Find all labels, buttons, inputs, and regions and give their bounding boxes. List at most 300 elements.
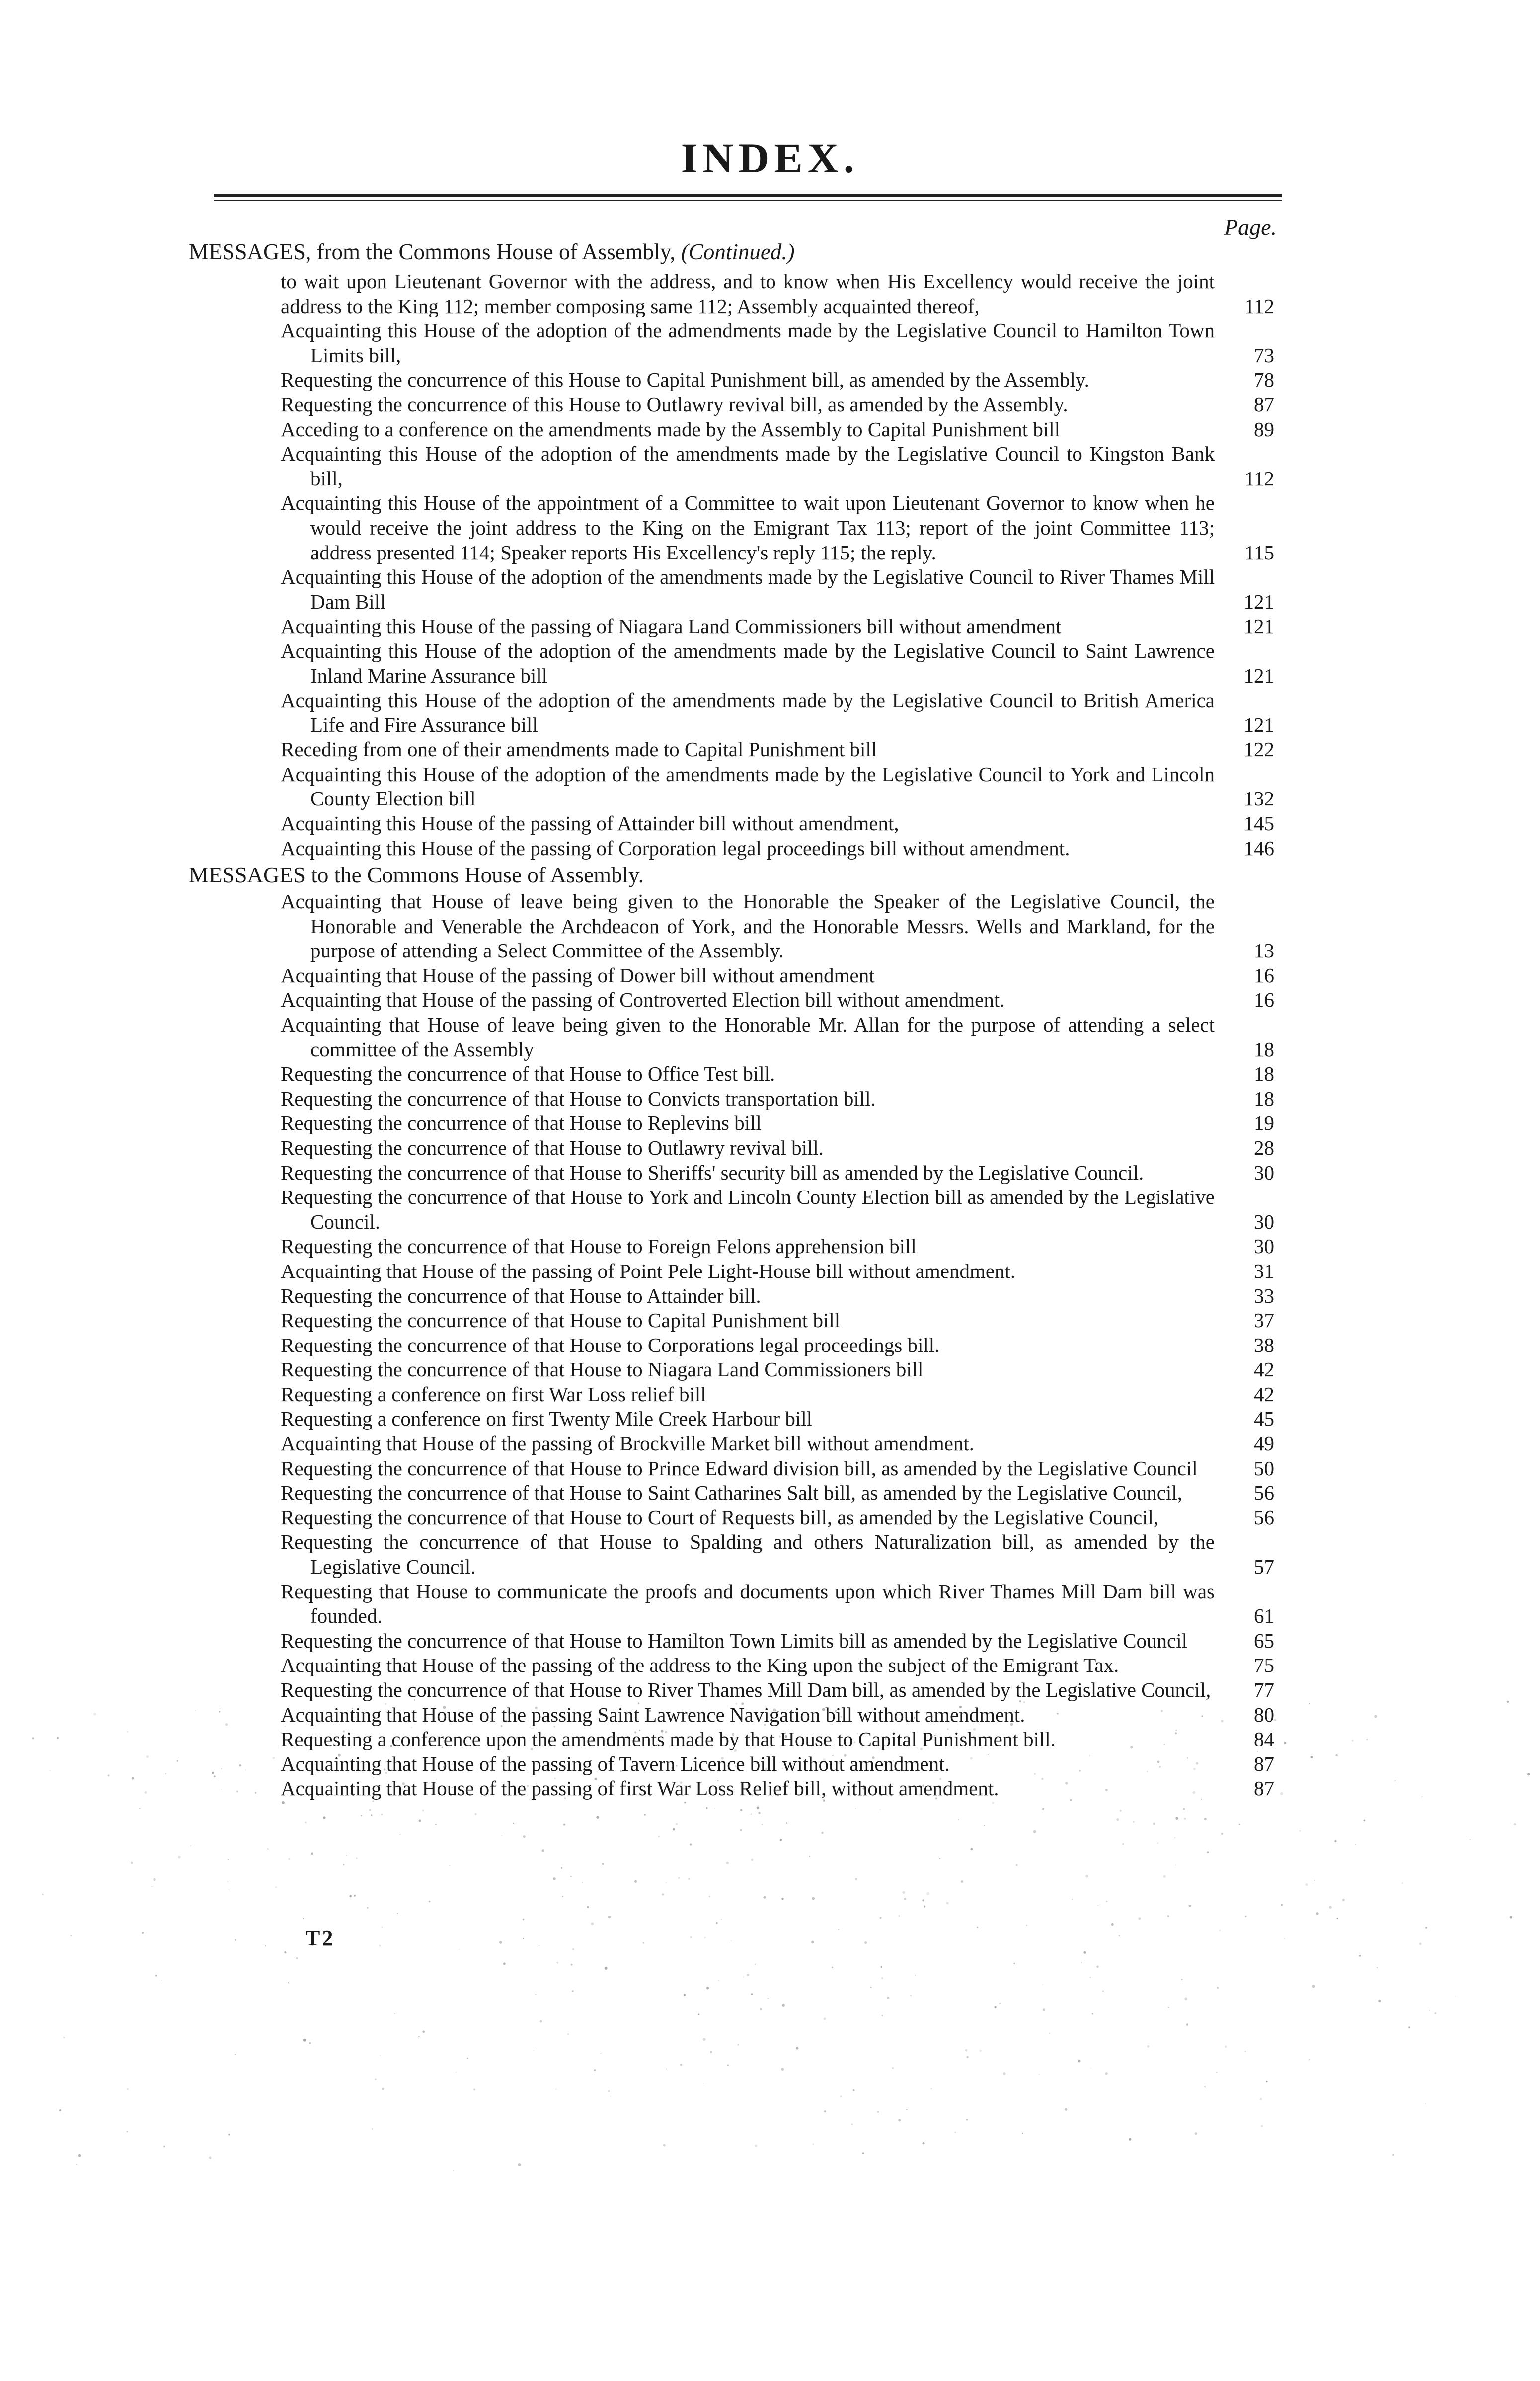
- index-entry-page: 28: [1254, 1136, 1274, 1159]
- speckle-dot: [1204, 1818, 1207, 1820]
- speckle-dot: [666, 1882, 667, 1883]
- index-entry-text: Acquainting that House of the passing of Brockville Market bill without amendment.: [281, 1432, 975, 1455]
- speckle-dot: [899, 1915, 900, 1917]
- speckle-dot: [227, 1881, 228, 1882]
- speckle-dot: [513, 1823, 514, 1824]
- speckle-dot: [706, 1807, 707, 1809]
- speckle-dot: [703, 2038, 706, 2041]
- index-entry-text: Acquainting this House of the appointment of a Committee to wait upon Lieutenant Governor to know when he would receive the joint address to the King on the Emigrant Tax 113; report of the joint Committee 113; address presented 114; Speaker reports His Excellency's reply 115; the reply.: [281, 491, 1215, 564]
- speckle-dot: [1116, 1818, 1119, 1821]
- speckle-dot: [1195, 2132, 1197, 2135]
- speckle-dot: [1105, 2072, 1108, 2075]
- speckle-dot: [372, 2128, 373, 2130]
- speckle-dot: [1429, 2010, 1430, 2011]
- index-entry-text: Requesting a conference on first Twenty Mile Creek Harbour bill: [281, 1407, 813, 1430]
- section-heading-to-commons: MESSAGES to the Commons House of Assembly.: [189, 863, 644, 887]
- index-entry: [281, 1087, 1274, 1111]
- speckle-dot: [965, 2049, 968, 2052]
- speckle-dot: [127, 2131, 128, 2132]
- speckle-dot: [346, 1855, 347, 1856]
- index-entry-text: Requesting the concurrence of that House to Prince Edward division bill, as amended by the Legislative Council: [281, 1456, 1198, 1480]
- index-entry-text: Requesting the concurrence of that House to Niagara Land Commissioners bill: [281, 1358, 924, 1381]
- speckle-dot: [1078, 2060, 1081, 2063]
- speckle-dot: [684, 1802, 686, 1803]
- index-entry-page: 75: [1254, 1654, 1274, 1677]
- speckle-dot: [152, 1886, 153, 1887]
- speckle-dot: [688, 1878, 690, 1880]
- speckle-dot: [706, 1987, 709, 1989]
- index-entry-page: 50: [1254, 1456, 1274, 1480]
- speckle-dot: [1311, 1756, 1313, 1758]
- speckle-dot: [132, 1777, 134, 1779]
- index-entry: [281, 1506, 1274, 1530]
- speckle-dot: [1239, 1824, 1240, 1825]
- index-entry-page: 56: [1254, 1506, 1274, 1529]
- speckle-dot: [587, 1906, 589, 1908]
- speckle-dot: [922, 2142, 924, 2144]
- speckle-dot: [32, 1737, 34, 1739]
- speckle-dot: [877, 2111, 879, 2113]
- index-entry-text: Requesting the concurrence of that House to Replevins bill: [281, 1111, 762, 1135]
- speckle-dot: [1106, 1901, 1107, 1902]
- speckle-dot: [467, 2058, 468, 2059]
- speckle-dot: [961, 1880, 963, 1883]
- speckle-dot: [1514, 1823, 1516, 1825]
- index-entry-page: 57: [1254, 1555, 1274, 1579]
- speckle-dot: [822, 1832, 824, 1834]
- speckle-dot: [751, 1859, 754, 1861]
- speckle-dot: [1507, 1701, 1509, 1703]
- speckle-dot: [966, 2056, 969, 2058]
- speckle-dot: [704, 1937, 706, 1938]
- speckle-dot: [864, 1941, 867, 1944]
- speckle-dot: [601, 2053, 602, 2054]
- speckle-dot: [1122, 1843, 1124, 1845]
- index-entry-page: 121: [1243, 664, 1274, 687]
- page-column-label: Page.: [1224, 214, 1277, 239]
- speckle-dot: [904, 1898, 906, 1900]
- speckle-dot: [572, 1990, 573, 1992]
- speckle-dot: [663, 2144, 665, 2146]
- index-entry-text: Acquainting that House of the passing of the address to the King upon the subject of the Emigrant Tax.: [281, 1654, 1119, 1677]
- index-entry-page: 30: [1254, 1210, 1274, 1233]
- speckle-dot: [832, 1967, 833, 1968]
- index-entry-text: Requesting the concurrence of that House to Spalding and others Naturalization bill, as amended by the Legislative Council.: [281, 1530, 1215, 1579]
- speckle-dot: [1022, 2133, 1023, 2134]
- speckle-dot: [131, 1862, 133, 1864]
- speckle-dot: [219, 1711, 221, 1713]
- index-entry: [281, 393, 1274, 417]
- index-entry: [281, 442, 1274, 491]
- speckle-dot: [127, 1731, 128, 1733]
- speckle-dot: [265, 1945, 266, 1946]
- index-entry: [281, 737, 1274, 762]
- speckle-dot: [1274, 1719, 1277, 1721]
- index-entry-text: Requesting the concurrence of this House to Capital Punishment bill, as amended by the Assembly.: [281, 368, 1089, 392]
- speckle-dot: [1425, 1927, 1427, 1929]
- speckle-dot: [1163, 1875, 1165, 1878]
- index-entry-text: Requesting the concurrence of that House to Hamilton Town Limits bill as amended by the Legislative Council: [281, 1629, 1188, 1652]
- speckle-dot: [449, 1865, 450, 1866]
- speckle-dot: [1138, 1917, 1141, 1920]
- speckle-dot: [221, 1789, 222, 1790]
- speckle-dot: [763, 1896, 766, 1899]
- speckle-dot: [955, 2132, 956, 2133]
- index-entry: [281, 1456, 1274, 1481]
- speckle-dot: [984, 1825, 985, 1826]
- speckle-dot: [221, 1768, 222, 1769]
- index-entry: [281, 1111, 1274, 1136]
- speckle-dot: [1527, 1773, 1530, 1775]
- speckle-dot: [228, 1859, 229, 1860]
- speckle-dot: [1098, 1905, 1099, 1906]
- index-entry-page: 115: [1244, 541, 1274, 564]
- index-entry-text: Requesting the concurrence of that House to Attainder bill.: [281, 1284, 761, 1307]
- speckle-dot: [236, 1791, 238, 1793]
- speckle-dot: [602, 1863, 604, 1865]
- speckle-dot: [209, 2156, 211, 2159]
- speckle-dot: [608, 1916, 611, 1918]
- speckle-dot: [780, 1839, 782, 1841]
- speckle-dot: [809, 1856, 810, 1857]
- speckle-dot: [367, 1907, 368, 1909]
- speckle-dot: [563, 1824, 565, 1826]
- index-entry: [281, 1678, 1274, 1703]
- speckle-dot: [422, 1810, 424, 1811]
- speckle-dot: [323, 1816, 325, 1819]
- speckle-dot: [1374, 1715, 1377, 1718]
- speckle-dot: [1281, 1904, 1283, 1906]
- speckle-dot: [1184, 1818, 1186, 1820]
- index-entry-text: Acquainting this House of the adoption of the amendments made by the Legislative Council to Kingston Bank bill,: [281, 442, 1215, 490]
- speckle-dot: [379, 1945, 381, 1947]
- speckle-dot: [1042, 1984, 1043, 1985]
- speckle-dot: [155, 1975, 157, 1977]
- speckle-dot: [813, 2143, 814, 2145]
- index-entry: [281, 1308, 1274, 1333]
- speckle-dot: [523, 1938, 524, 1939]
- index-entry: [281, 1407, 1274, 1431]
- speckle-dot: [1096, 1965, 1099, 1968]
- speckle-dot: [572, 1948, 574, 1950]
- speckle-dot: [755, 2145, 757, 2147]
- speckle-dot: [1013, 1963, 1015, 1964]
- speckle-dot: [369, 1809, 371, 1811]
- index-entry-text: Requesting the concurrence of that House to Outlawry revival bill.: [281, 1136, 824, 1159]
- index-entry-page: 112: [1244, 294, 1274, 317]
- index-entry: [281, 1530, 1274, 1579]
- index-entry: [281, 269, 1274, 318]
- section-heading-from-commons: [189, 239, 1282, 264]
- speckle-dot: [740, 1809, 743, 1812]
- speckle-dot: [567, 2033, 569, 2035]
- speckle-dot: [1510, 1916, 1512, 1918]
- speckle-dot: [992, 1802, 994, 1804]
- speckle-dot: [853, 2089, 855, 2091]
- speckle-dot: [1366, 1739, 1368, 1740]
- speckle-dot: [1335, 1754, 1338, 1757]
- index-entry: [281, 1629, 1274, 1654]
- speckle-dot: [1316, 1912, 1319, 1915]
- index-entry-text: Acquainting that House of the passing of Controverted Election bill without amendment.: [281, 988, 1005, 1012]
- speckle-dot: [1245, 2051, 1246, 2052]
- speckle-dot: [305, 1822, 307, 1824]
- speckle-dot: [356, 1857, 357, 1859]
- speckle-dot: [882, 2015, 883, 2016]
- index-entry-page: 37: [1254, 1309, 1274, 1332]
- speckle-dot: [1207, 1851, 1209, 1853]
- speckle-dot: [1470, 1839, 1471, 1840]
- speckle-dot: [228, 2134, 230, 2136]
- speckle-dot: [946, 1902, 949, 1904]
- speckle-dot: [939, 1858, 940, 1859]
- speckle-dot: [1280, 1792, 1283, 1795]
- speckle-dot: [1016, 1864, 1018, 1866]
- speckle-dot: [1049, 2033, 1051, 2034]
- index-entry: [281, 963, 1274, 988]
- speckle-dot: [1186, 2023, 1189, 2026]
- speckle-dot: [1221, 1833, 1223, 1835]
- speckle-dot: [757, 1807, 760, 1810]
- index-entry-page: 78: [1254, 368, 1274, 392]
- speckle-dot: [235, 1939, 236, 1941]
- speckle-dot: [726, 1862, 729, 1865]
- speckle-dot: [1175, 1864, 1176, 1865]
- speckle-dot: [1204, 2086, 1206, 2088]
- speckle-dot: [824, 2018, 826, 2020]
- speckle-dot: [42, 1894, 43, 1895]
- speckle-dot: [1334, 1840, 1336, 1842]
- speckle-dot: [108, 1774, 110, 1776]
- index-entry-page: 45: [1254, 1407, 1274, 1430]
- index-entry: [281, 1161, 1274, 1186]
- speckle-dot: [1284, 1938, 1285, 1939]
- index-entry-text: Requesting the concurrence of that House to Corporations legal proceedings bill.: [281, 1333, 940, 1356]
- speckle-dot: [354, 1895, 356, 1897]
- speckle-dot: [740, 1829, 742, 1831]
- speckle-dot: [747, 1974, 749, 1976]
- index-entry-page: 121: [1243, 713, 1274, 736]
- index-entry-text: Requesting the concurrence of that House to Capital Punishment bill: [281, 1309, 841, 1332]
- speckle-dot: [673, 1828, 675, 1831]
- speckle-dot: [1083, 1951, 1086, 1954]
- speckle-dot: [235, 2054, 236, 2056]
- speckle-dot: [303, 2039, 306, 2042]
- speckle-dot: [1181, 1979, 1183, 1980]
- speckle-dot: [570, 1876, 571, 1877]
- speckle-dot: [922, 1899, 924, 1901]
- index-entry-page: 77: [1254, 1678, 1274, 1701]
- speckle-dot: [178, 1856, 181, 1859]
- speckle-dot: [906, 2109, 907, 2110]
- speckle-dot: [1183, 1808, 1185, 1810]
- index-entry-text: Receding from one of their amendments made to Capital Punishment bill: [281, 738, 877, 761]
- speckle-dot: [225, 1723, 228, 1726]
- index-entry-text: Requesting the concurrence of that House to Foreign Felons apprehension bill: [281, 1235, 917, 1258]
- index-entry-text: Requesting a conference upon the amendments made by that House to Capital Punishment bill.: [281, 1728, 1056, 1751]
- index-entry-text: Requesting a conference on first War Loss relief bill: [281, 1382, 706, 1406]
- speckle-dot: [1402, 1882, 1403, 1884]
- speckle-dot: [709, 1896, 710, 1897]
- index-entry-page: 56: [1254, 1481, 1274, 1505]
- speckle-dot: [1217, 1987, 1219, 1989]
- index-entry-text: Acceding to a conference on the amendments made by the Assembly to Capital Punishment bill: [281, 417, 1061, 441]
- index-entry-page: 87: [1254, 1777, 1274, 1800]
- speckle-dot: [146, 1755, 149, 1758]
- index-entry-text: Acquainting that House of the passing of Dower bill without amendment: [281, 963, 875, 987]
- speckle-dot: [1157, 1842, 1158, 1844]
- speckle-dot: [50, 1770, 51, 1771]
- speckle-dot: [610, 2096, 611, 2097]
- speckle-dot: [239, 1764, 241, 1766]
- index-entry-page: 18: [1254, 1037, 1274, 1061]
- page-title: INDEX.: [681, 134, 859, 182]
- speckle-dot: [1309, 1703, 1310, 1704]
- index-entry: [281, 1062, 1274, 1087]
- index-entry-text: Acquainting this House of the adoption of the amendments made by the Legislative Council to York and Lincoln County Election bill: [281, 762, 1215, 810]
- speckle-dot: [979, 2050, 982, 2052]
- index-entry-page: 122: [1243, 738, 1274, 761]
- index-entry-text: Requesting the concurrence of that House to York and Lincoln County Election bill as amended by the Legislative Council.: [281, 1186, 1215, 1233]
- speckle-dot: [501, 1835, 502, 1836]
- speckle-dot: [553, 1877, 556, 1880]
- speckle-dot: [926, 1892, 929, 1895]
- speckle-dot: [994, 2006, 996, 2008]
- index-entry: [281, 688, 1274, 737]
- speckle-dot: [751, 1993, 753, 1995]
- index-entry-text: Requesting the concurrence of that House to Court of Requests bill, as amended by the Legislative Council,: [281, 1506, 1159, 1529]
- index-entry: [281, 988, 1274, 1013]
- speckle-dot: [1133, 1821, 1135, 1823]
- speckle-dot: [1090, 1977, 1091, 1978]
- index-entry: [281, 889, 1274, 963]
- speckle-dot: [142, 1932, 144, 1934]
- speckle-dot: [1188, 1905, 1191, 1907]
- speckle-dot: [970, 1848, 973, 1851]
- speckle-dot: [423, 2031, 425, 2033]
- index-entry-page: 146: [1243, 836, 1274, 860]
- speckle-dot: [195, 1710, 196, 1711]
- speckle-dot: [161, 1980, 162, 1981]
- speckle-dot: [796, 2047, 798, 2049]
- index-entry-page: 89: [1254, 417, 1274, 441]
- section-from-commons-entries: [281, 269, 1274, 861]
- speckle-dot: [676, 1823, 678, 1825]
- index-entry-page: 121: [1243, 590, 1274, 613]
- index-entry-text: Acquainting this House of the passing of Attainder bill without amendment,: [281, 812, 899, 835]
- speckle-dot: [1175, 1817, 1178, 1820]
- speckle-dot: [731, 1940, 732, 1941]
- index-entry-text: Requesting the concurrence of that House to Saint Catharines Salt bill, as amended by the Legislative Council,: [281, 1481, 1182, 1505]
- speckle-dot: [1312, 1985, 1315, 1988]
- index-entry-text: Acquainting that House of the passing of Point Pele Light-House bill without amendment.: [281, 1259, 1016, 1282]
- speckle-dot: [1129, 2138, 1131, 2141]
- speckle-dot: [721, 1919, 722, 1920]
- speckle-dot: [127, 2088, 129, 2090]
- index-entry-text: Acquainting this House of the adoption of the amendments made by the Legislative Council to River Thames Mill Dam Bill: [281, 565, 1215, 613]
- index-entry-text: Acquainting that House of leave being given to the Honorable the Speaker of the Legislative Council, the Honorable and Venerable the Archdeacon of York, and the Honorable Messrs. Wells and Markland, for the purpose of attending a Select Committee of the Assembly.: [281, 890, 1215, 962]
- signature-mark: T2: [306, 1926, 335, 1950]
- speckle-dot: [1033, 1830, 1036, 1833]
- speckle-dot: [255, 1792, 256, 1794]
- speckle-dot: [851, 2124, 853, 2125]
- index-entry-text: Acquainting this House of the adoption of the amendments made by the Legislative Council to Saint Lawrence Inland Marine Assurance bill: [281, 639, 1215, 687]
- index-entry-page: 18: [1254, 1062, 1274, 1086]
- speckle-dot: [887, 1997, 889, 1999]
- speckle-dot: [881, 1966, 882, 1968]
- speckle-dot: [59, 2109, 61, 2111]
- speckle-dot: [1119, 1935, 1120, 1937]
- speckle-dot: [1042, 1808, 1044, 1810]
- speckle-dot: [824, 2110, 826, 2112]
- index-entry: [281, 1727, 1274, 1752]
- index-entry-page: 16: [1254, 963, 1274, 987]
- index-entry-page: 30: [1254, 1235, 1274, 1258]
- index-entry-page: 42: [1254, 1382, 1274, 1406]
- speckle-dot: [375, 2078, 377, 2080]
- speckle-dot: [743, 1977, 744, 1978]
- index-entry-text: Requesting the concurrence of that House to Convicts transportation bill.: [281, 1087, 876, 1110]
- speckle-dot: [499, 1941, 502, 1944]
- speckle-dot: [1377, 1967, 1378, 1968]
- index-entry-text: Requesting the concurrence of that House to Office Test bill.: [281, 1062, 775, 1086]
- speckle-dot: [840, 2095, 842, 2097]
- speckle-dot: [738, 2044, 740, 2046]
- speckle-dot: [400, 1834, 401, 1835]
- speckle-dot: [608, 2090, 610, 2092]
- speckle-dot: [1455, 1996, 1456, 1997]
- speckle-dot: [518, 2163, 521, 2166]
- speckle-dot: [634, 1880, 637, 1883]
- speckle-dot: [690, 1843, 692, 1845]
- speckle-dot: [1305, 1883, 1308, 1886]
- index-entry: [281, 491, 1274, 565]
- title-rule: [214, 194, 1282, 201]
- speckle-dot: [288, 1858, 290, 1860]
- index-entry-page: 80: [1254, 1703, 1274, 1726]
- speckle-dot: [1168, 2007, 1169, 2008]
- speckle-dot: [57, 1737, 59, 1739]
- speckle-dot: [1153, 1823, 1155, 1825]
- speckle-dot: [755, 1964, 756, 1965]
- speckle-dot: [282, 1801, 285, 1804]
- speckle-dot: [381, 1814, 383, 1815]
- speckle-dot: [662, 1893, 664, 1895]
- speckle-dot: [915, 1975, 916, 1976]
- speckle-dot: [1219, 1930, 1221, 1931]
- index-entry: [281, 1333, 1274, 1358]
- index-entry-page: 112: [1244, 467, 1274, 490]
- speckle-dot: [177, 1760, 178, 1762]
- speckle-dot: [394, 2013, 395, 2014]
- speckle-dot: [1065, 2108, 1067, 2111]
- index-entry-text: Acquainting this House of the adoption of the admendments made by the Legislative Council to Hamilton Town Limits bill,: [281, 319, 1215, 367]
- index-entry: [281, 614, 1274, 639]
- index-entry-text: Acquainting that House of leave being given to the Honorable Mr. Allan for the purpose of attending a select committee of the Assembly: [281, 1013, 1215, 1061]
- speckle-dot: [456, 2072, 457, 2073]
- section-to-commons-entries: [281, 889, 1274, 1801]
- speckle-dot: [644, 1814, 646, 1816]
- speckle-dot: [716, 1922, 718, 1924]
- index-entry: [281, 565, 1274, 614]
- speckle-dot: [1216, 2072, 1218, 2073]
- index-entry-page: 87: [1254, 1752, 1274, 1775]
- index-entry: [281, 318, 1274, 368]
- index-entry-page: 30: [1254, 1161, 1274, 1184]
- speckle-dot: [1043, 2008, 1045, 2011]
- speckle-dot: [1225, 2046, 1227, 2048]
- speckle-dot: [1337, 1918, 1338, 1919]
